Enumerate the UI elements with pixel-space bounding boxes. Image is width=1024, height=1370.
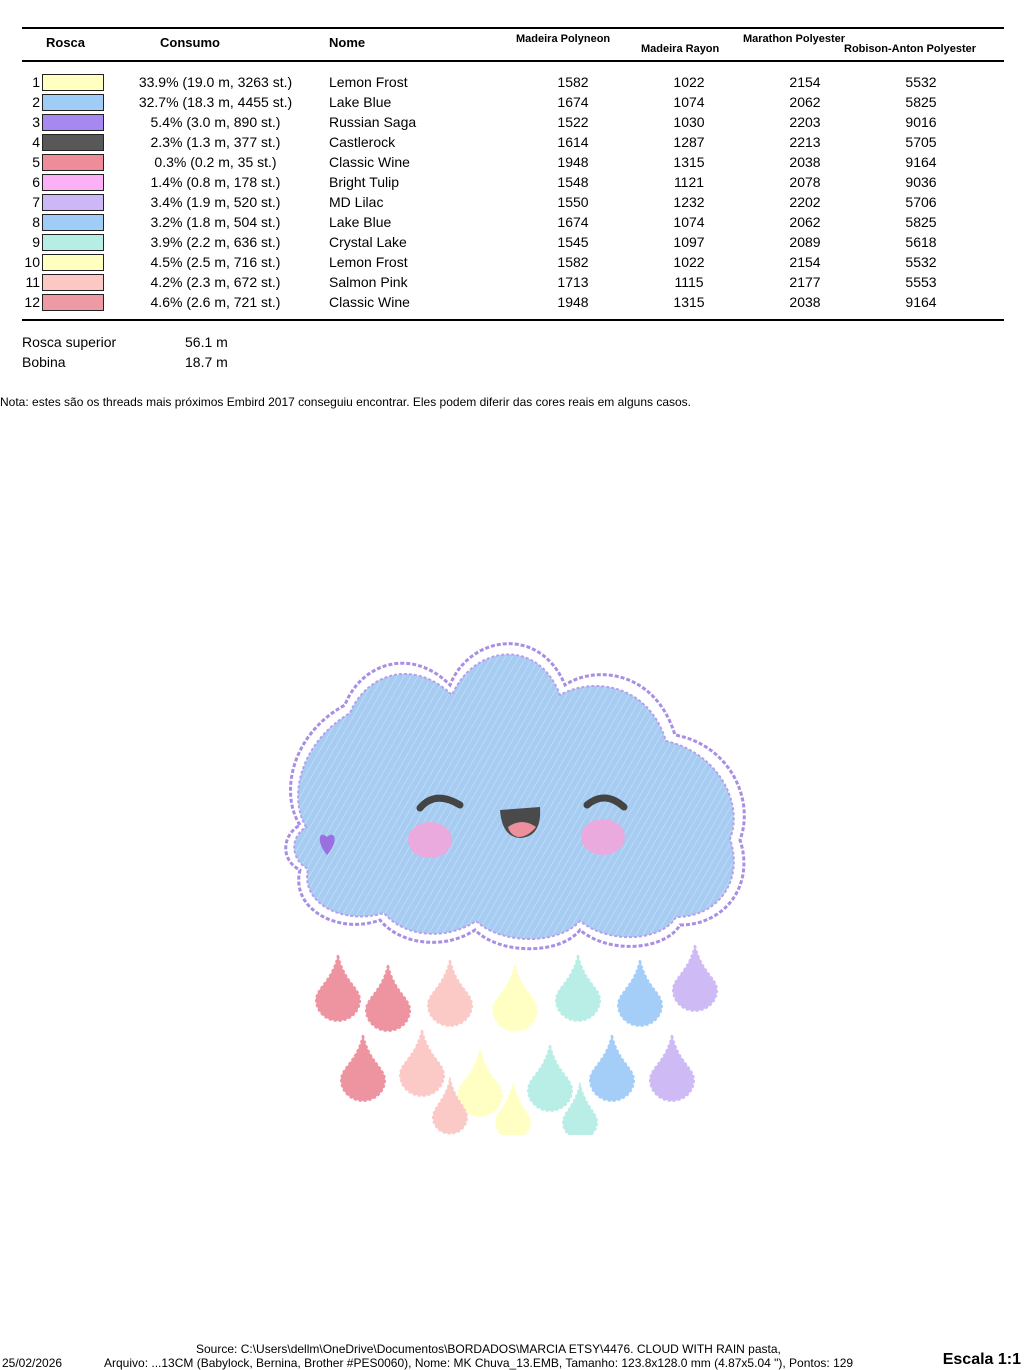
table-row [0,132,1024,152]
thread-color-swatch [42,114,104,131]
code-madeira-polyneon: 1948 [557,154,589,170]
thread-color-swatch [42,254,104,271]
raindrop-icon [493,965,537,1031]
scale-label: Escala 1:1 [942,1351,1021,1368]
code-robison-anton-polyester: 9016 [905,114,937,130]
table-top-rule [22,27,1004,29]
footer-source: Source: C:\Users\dellm\OneDrive\Documentos\BORDADOS\MARCIA ETSY\4476. CLOUD WITH RAIN pasta, [196,1342,781,1356]
code-marathon-polyester: 2078 [789,174,821,190]
thread-color-swatch [42,274,104,291]
code-madeira-rayon: 1074 [673,94,705,110]
code-madeira-polyneon: 1674 [557,94,589,110]
thread-name: Bright Tulip [329,174,400,190]
thread-consumo: 0.3% (0.2 m, 35 st.) [154,154,277,170]
header-nome: Nome [329,35,366,50]
right-cheek [581,819,625,855]
code-marathon-polyester: 2038 [789,154,821,170]
thread-consumo: 33.9% (19.0 m, 3263 st.) [138,74,293,90]
thread-name: Lake Blue [329,214,392,230]
thread-name: Lake Blue [329,94,392,110]
thread-color-swatch [42,174,104,191]
code-marathon-polyester: 2203 [789,114,821,130]
table-row [0,232,1024,252]
code-robison-anton-polyester: 9036 [905,174,937,190]
cloud-icon [286,644,745,949]
bobina-label: Bobina [22,354,66,370]
rosca-superior-label: Rosca superior [22,334,117,350]
code-madeira-polyneon: 1582 [557,254,589,270]
thread-color-swatch [42,94,104,111]
code-marathon-polyester: 2177 [789,274,821,290]
code-marathon-polyester: 2038 [789,294,821,310]
header-consumo: Consumo [160,35,220,50]
code-marathon-polyester: 2154 [789,74,821,90]
header-madeira-polyneon: Madeira Polyneon [516,33,611,45]
thread-name: Russian Saga [329,114,417,130]
thread-index: 5 [32,154,40,170]
code-madeira-rayon: 1315 [673,294,705,310]
header-robison-anton-polyester: Robison-Anton Polyester [844,43,977,55]
bobina-value: 18.7 m [185,354,228,370]
raindrops [316,945,717,1135]
table-row [0,92,1024,112]
table-row [0,172,1024,192]
thread-note: Nota: estes são os threads mais próximos Embird 2017 conseguiu encontrar. Eles podem diferir das cores reais em alguns casos. [0,395,692,409]
code-madeira-polyneon: 1713 [557,274,589,290]
thread-color-swatch [42,134,104,151]
code-robison-anton-polyester: 9164 [905,294,937,310]
table-header-rule [22,60,1004,62]
thread-consumo: 4.5% (2.5 m, 716 st.) [150,254,281,270]
raindrop-icon [618,960,662,1026]
thread-index: 1 [32,74,40,90]
header-marathon-polyester: Marathon Polyester [743,33,846,45]
code-robison-anton-polyester: 9164 [905,154,937,170]
code-marathon-polyester: 2062 [789,214,821,230]
code-madeira-rayon: 1115 [674,274,704,290]
thread-index: 9 [32,234,40,250]
table-row [0,112,1024,132]
code-robison-anton-polyester: 5705 [905,134,937,150]
code-madeira-polyneon: 1548 [557,174,589,190]
code-madeira-polyneon: 1582 [557,74,589,90]
raindrop-icon [400,1030,444,1096]
code-madeira-rayon: 1121 [673,174,705,190]
code-madeira-rayon: 1315 [673,154,705,170]
table-row [0,272,1024,292]
code-madeira-rayon: 1030 [673,114,705,130]
header-madeira-rayon: Madeira Rayon [641,43,720,55]
thread-color-swatch [42,214,104,231]
thread-name: Lemon Frost [329,254,408,270]
thread-consumo: 3.9% (2.2 m, 636 st.) [150,234,281,250]
thread-index: 6 [32,174,40,190]
table-bottom-rule [22,319,1004,321]
thread-index: 10 [24,254,40,270]
thread-consumo: 32.7% (18.3 m, 4455 st.) [138,94,293,110]
thread-index: 2 [32,94,40,110]
thread-consumo: 5.4% (3.0 m, 890 st.) [150,114,281,130]
raindrop-icon [528,1045,572,1111]
table-row [0,252,1024,272]
code-madeira-rayon: 1287 [673,134,705,150]
code-robison-anton-polyester: 5553 [905,274,937,290]
raindrop-icon [341,1035,385,1101]
code-robison-anton-polyester: 5618 [905,234,937,250]
table-row [0,192,1024,212]
raindrop-icon [428,960,472,1026]
thread-color-swatch [42,294,104,311]
thread-consumo: 4.2% (2.3 m, 672 st.) [150,274,281,290]
raindrop-icon [556,955,600,1021]
thread-name: Lemon Frost [329,74,408,90]
code-madeira-polyneon: 1948 [557,294,589,310]
thread-name: Classic Wine [329,154,410,170]
cloud-body [294,654,734,939]
code-marathon-polyester: 2154 [789,254,821,270]
raindrop-icon [673,945,717,1011]
code-madeira-rayon: 1074 [673,214,705,230]
left-cheek [408,822,452,858]
code-robison-anton-polyester: 5706 [905,194,937,210]
thread-name: Crystal Lake [329,234,407,250]
code-marathon-polyester: 2202 [789,194,821,210]
code-robison-anton-polyester: 5825 [905,94,937,110]
rosca-superior-value: 56.1 m [185,334,228,350]
thread-consumo: 3.4% (1.9 m, 520 st.) [150,194,281,210]
code-madeira-polyneon: 1674 [557,214,589,230]
thread-name: Classic Wine [329,294,410,310]
thread-consumo: 3.2% (1.8 m, 504 st.) [150,214,281,230]
thread-index: 12 [24,294,40,310]
thread-name: MD Lilac [329,194,384,210]
code-madeira-polyneon: 1614 [557,134,589,150]
code-madeira-polyneon: 1522 [557,114,589,130]
code-robison-anton-polyester: 5825 [905,214,937,230]
embroidery-preview [260,625,760,1135]
footer-date: 25/02/2026 [2,1356,63,1370]
code-robison-anton-polyester: 5532 [905,254,937,270]
thread-consumo: 4.6% (2.6 m, 721 st.) [150,294,281,310]
table-row [0,212,1024,232]
thread-color-swatch [42,234,104,251]
code-marathon-polyester: 2213 [789,134,821,150]
code-robison-anton-polyester: 5532 [905,74,937,90]
thread-index: 11 [25,274,40,290]
table-row [0,292,1024,312]
thread-color-swatch [42,194,104,211]
code-madeira-polyneon: 1545 [557,234,589,250]
thread-consumo: 2.3% (1.3 m, 377 st.) [150,134,281,150]
raindrop-icon [590,1035,634,1101]
raindrop-icon [458,1050,502,1116]
raindrop-icon [316,955,360,1021]
thread-index: 8 [32,214,40,230]
footer-file-info: Arquivo: ...13CM (Babylock, Bernina, Brother #PES0060), Nome: MK Chuva_13.EMB, Tamanho: 123.8x128.0 mm (4.87x5.04 "), Pontos: 129 [104,1356,854,1370]
code-madeira-rayon: 1232 [673,194,705,210]
code-madeira-rayon: 1097 [673,234,705,250]
thread-name: Castlerock [329,134,396,150]
code-marathon-polyester: 2062 [789,94,821,110]
code-madeira-rayon: 1022 [673,254,705,270]
raindrop-icon [366,965,410,1031]
raindrop-icon [650,1035,694,1101]
thread-name: Salmon Pink [329,274,408,290]
thread-color-swatch [42,74,104,91]
thread-color-swatch [42,154,104,171]
table-row [0,152,1024,172]
header-rosca: Rosca [46,35,86,50]
thread-consumo: 1.4% (0.8 m, 178 st.) [150,174,281,190]
code-madeira-polyneon: 1550 [557,194,589,210]
thread-index: 4 [32,134,40,150]
code-marathon-polyester: 2089 [789,234,821,250]
thread-index: 3 [32,114,40,130]
table-row [0,72,1024,92]
thread-index: 7 [32,194,40,210]
code-madeira-rayon: 1022 [673,74,705,90]
